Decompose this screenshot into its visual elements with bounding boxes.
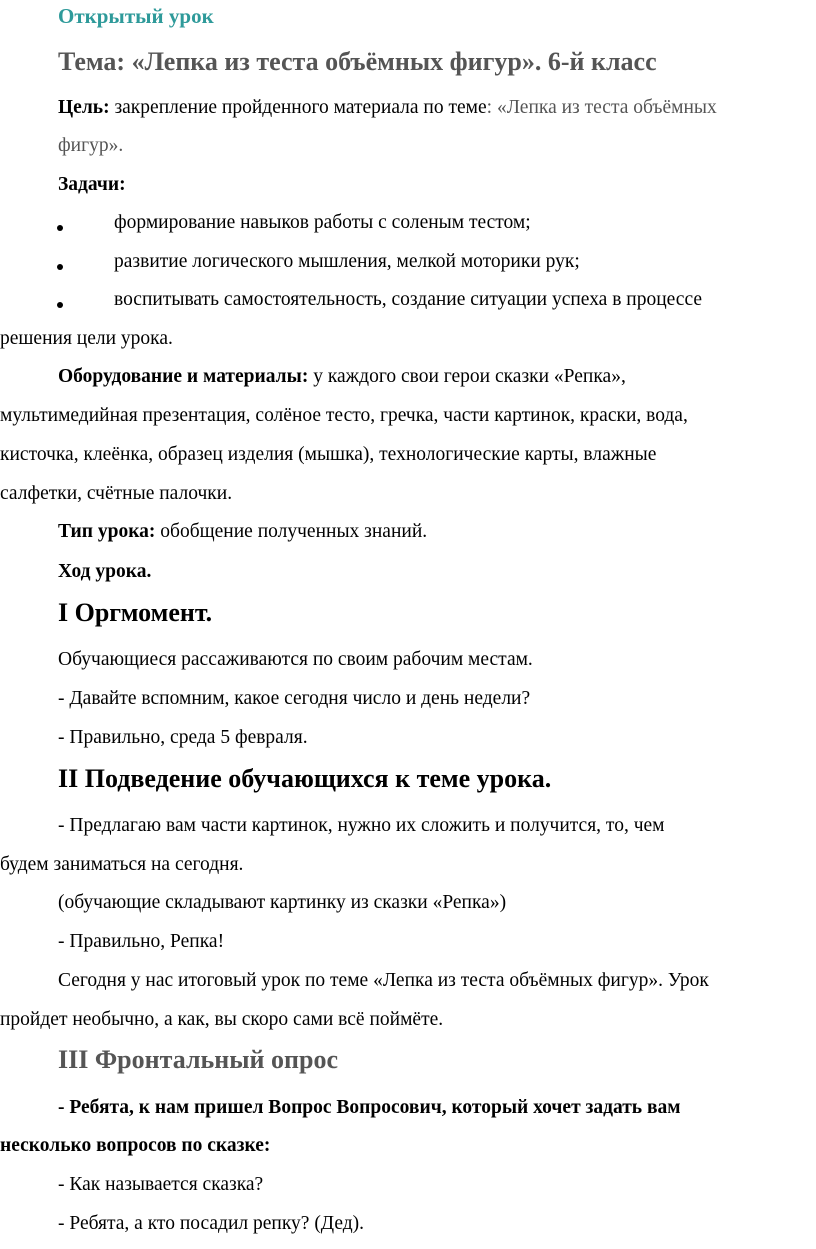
- task-item-1: формирование навыков работы с соленым тестом;: [114, 212, 531, 233]
- bullet-icon: [57, 225, 63, 231]
- course-heading: Ход урока.: [58, 561, 152, 582]
- section-2-p3: - Правильно, Репка!: [58, 931, 225, 952]
- section-1-line-2: - Давайте вспомним, какое сегодня число и день недели?: [58, 688, 531, 709]
- section-1-line-1: Обучающиеся рассаживаются по своим рабочим местам.: [58, 649, 533, 670]
- equipment-line-2: мультимедийная презентация, солёное тесто, гречка, части картинок, краски, вода,: [0, 405, 688, 426]
- section-1-title: I Оргмомент.: [58, 598, 213, 627]
- bullet-icon: [57, 302, 63, 308]
- equipment-line-4: салфетки, счётные палочки.: [0, 483, 233, 504]
- section-2-p4-line-1: Сегодня у нас итоговый урок по теме «Лепка из теста объёмных фигур». Урок: [58, 970, 709, 991]
- goal-label: Цель:: [58, 97, 110, 118]
- lesson-type-text: обобщение полученных знаний.: [155, 521, 428, 542]
- equipment-text: у каждого свои герои сказки «Репка»,: [308, 366, 626, 387]
- task-item-2: развитие логического мышления, мелкой моторики рук;: [114, 251, 580, 272]
- section-3-intro-line-2: несколько вопросов по сказке:: [0, 1135, 271, 1156]
- lesson-type-label: Тип урока:: [58, 521, 156, 542]
- lesson-kicker: Открытый урок: [58, 4, 214, 28]
- task-item-3-cont: решения цели урока.: [0, 328, 173, 349]
- goal-text: закрепление пройденного материала по теме: [109, 97, 487, 118]
- section-2-p1-line-2: будем заниматься на сегодня.: [0, 854, 244, 875]
- section-2-p2: (обучающие складывают картинку из сказки «Репка»): [58, 892, 507, 913]
- section-2-p4-line-2: пройдет необычно, а как, вы скоро сами всё поймёте.: [0, 1009, 444, 1030]
- goal-line-1: [58, 96, 717, 120]
- goal-colon: :: [486, 97, 493, 118]
- section-2-title: II Подведение обучающихся к теме урока.: [58, 764, 552, 793]
- lesson-topic: Тема: «Лепка из теста объёмных фигур». 6-й класс: [58, 47, 657, 76]
- equipment-line-3: кисточка, клеёнка, образец изделия (мышка), технологические карты, влажные: [0, 444, 657, 465]
- task-item-3: воспитывать самостоятельность, создание ситуации успеха в процессе: [114, 289, 703, 310]
- goal-quote: «Лепка из теста объёмных: [492, 97, 717, 118]
- bullet-icon: [57, 264, 63, 270]
- section-1-line-3: - Правильно, среда 5 февраля.: [58, 727, 308, 748]
- goal-quote-cont: фигур».: [58, 135, 124, 156]
- equipment-line-1: [58, 365, 626, 389]
- section-3-intro-line-1: - Ребята, к нам пришел Вопрос Вопросович, который хочет задать вам: [58, 1097, 681, 1118]
- tasks-label: Задачи:: [58, 174, 126, 195]
- section-3-title: III Фронтальный опрос: [58, 1045, 339, 1074]
- lesson-type: [58, 520, 427, 544]
- section-3-question-1: - Как называется сказка?: [58, 1174, 264, 1195]
- equipment-label: Оборудование и материалы:: [58, 366, 309, 387]
- section-2-p1-line-1: - Предлагаю вам части картинок, нужно их сложить и получится, то, чем: [58, 815, 665, 836]
- section-3-question-2: - Ребята, а кто посадил репку? (Дед).: [58, 1213, 365, 1234]
